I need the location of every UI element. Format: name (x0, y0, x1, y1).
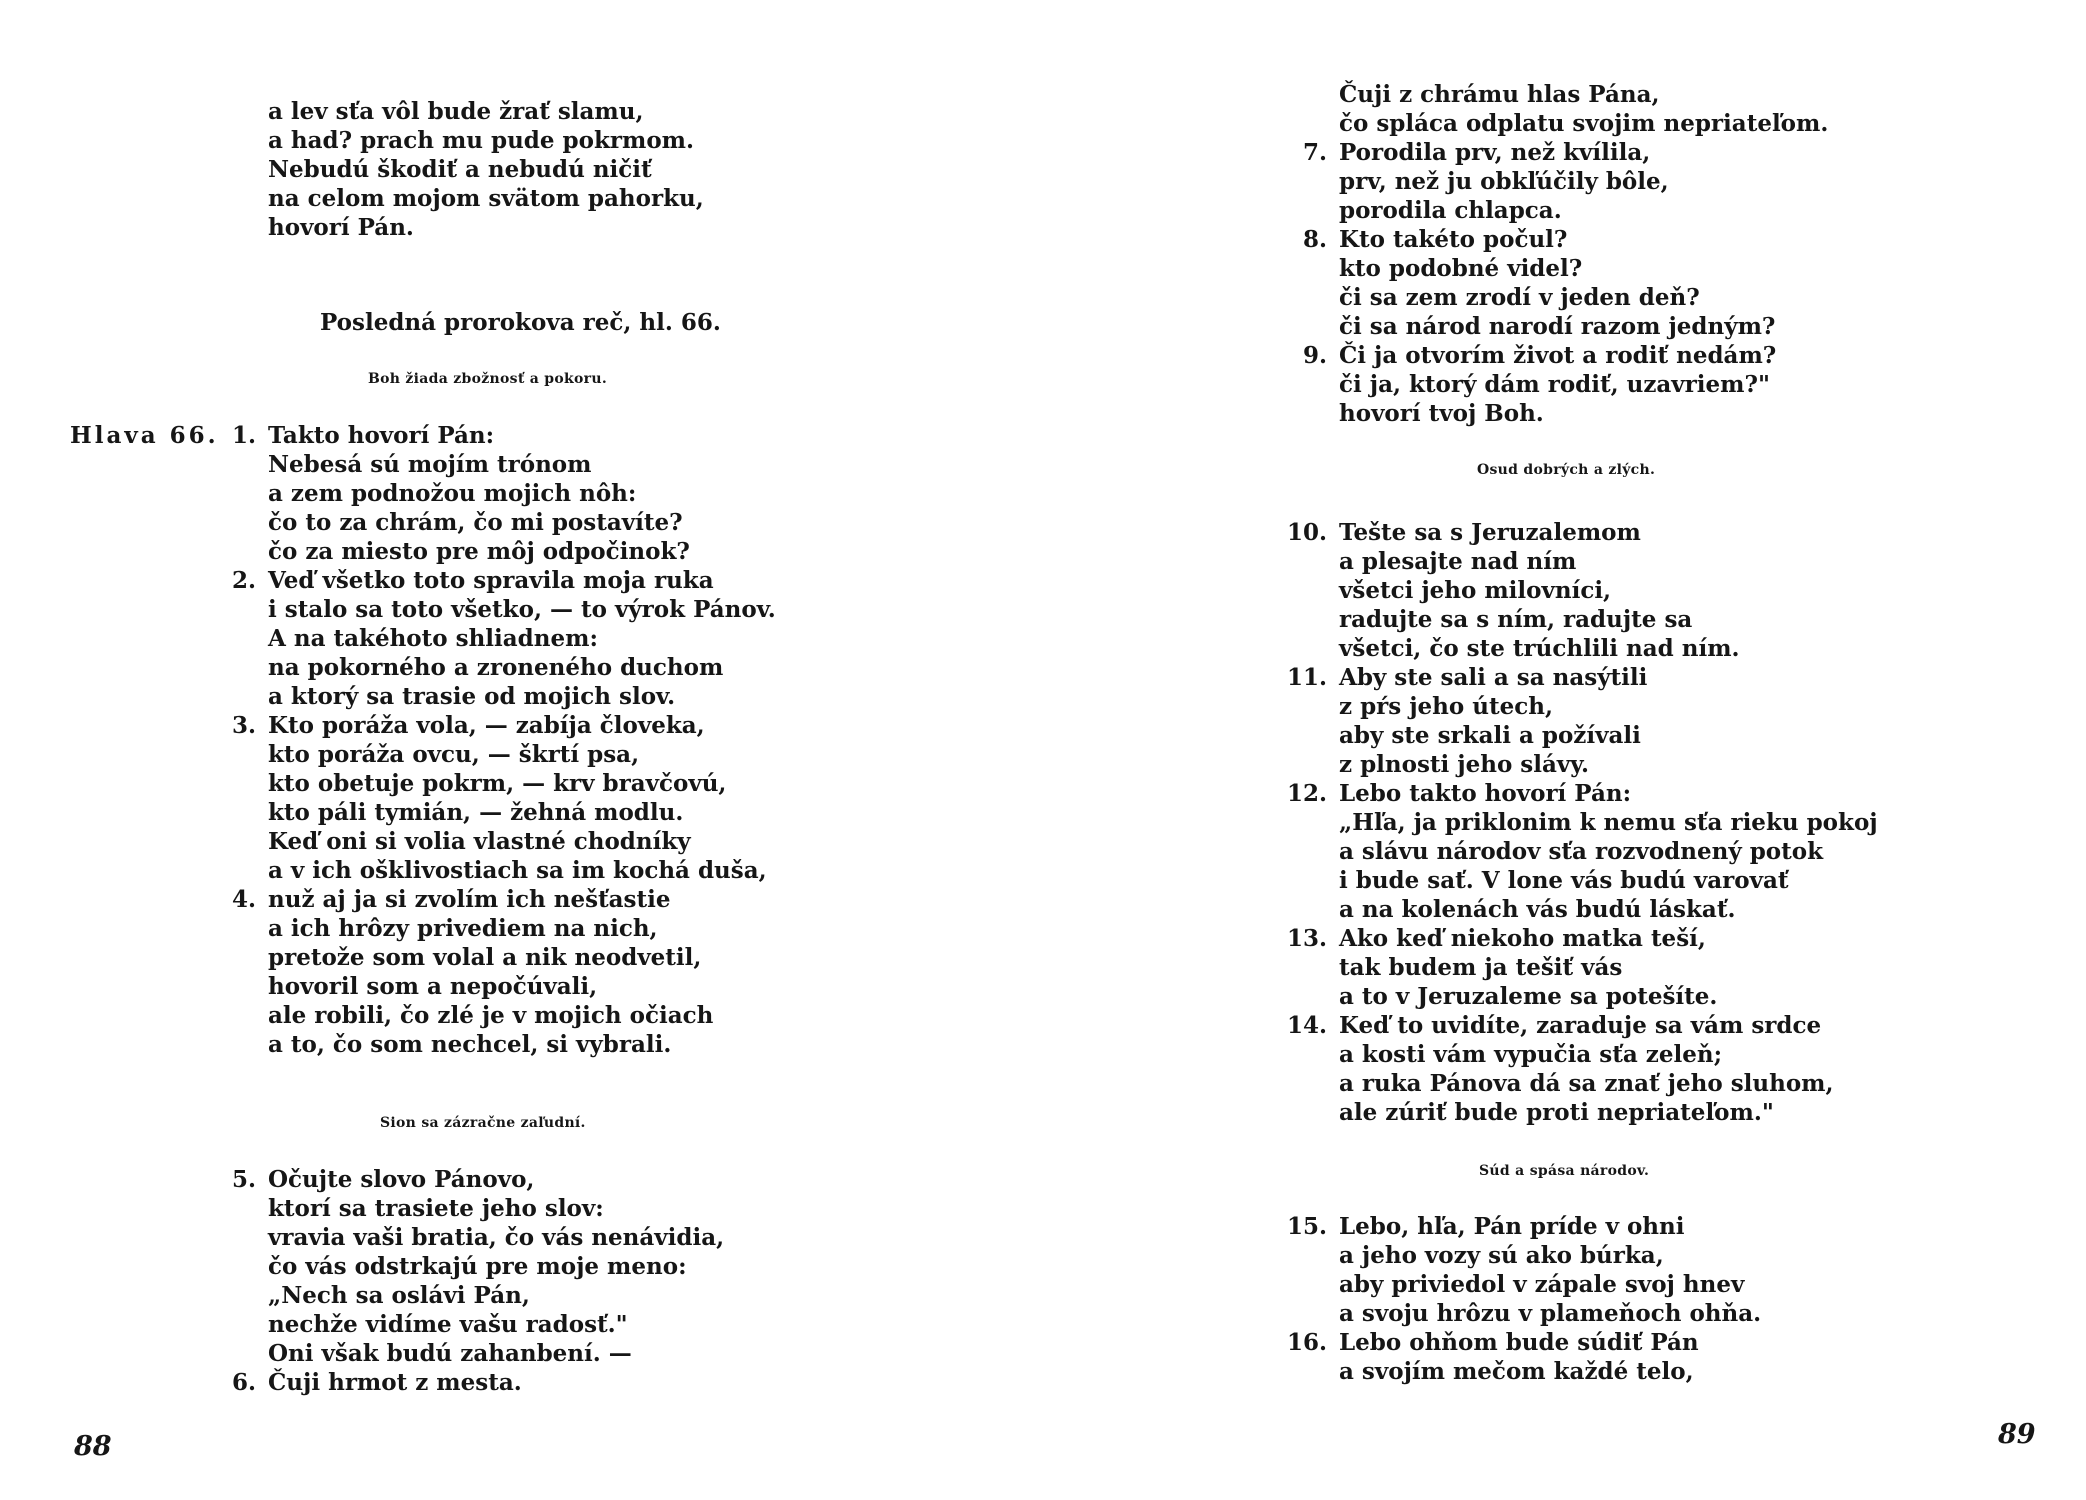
verse-line: i bude sať. V lone vás budú varovať (1339, 867, 1789, 894)
verse-line: a svoju hrôzu v plameňoch ohňa. (1339, 1300, 1762, 1327)
verse-line: kto poráža ovcu, — škrtí psa, (268, 741, 640, 768)
verse-line: „Nech sa oslávi Pán, (268, 1282, 530, 1309)
verse-line: kto páli tymián, — žehná modlu. (268, 799, 684, 826)
verse-line: a v ich ošklivostiach sa im kochá duša, (268, 857, 767, 884)
verse-line: ale zúriť bude proti nepriateľom." (1339, 1099, 1774, 1126)
verse-line: Či ja otvorím život a rodiť nedám? (1339, 342, 1777, 369)
verse-line: Očujte slovo Pánovo, (268, 1166, 535, 1193)
verse-line: Nebudú škodiť a nebudú ničiť (268, 156, 652, 183)
verse-number: 10. (1286, 519, 1327, 546)
verse-line: aby ste srkali a požívali (1339, 722, 1641, 749)
verse-line: Takto hovorí Pán: (268, 422, 495, 449)
verse-line: i stalo sa toto všetko, — to výrok Pánov. (268, 596, 776, 623)
verse-line: a plesajte nad ním (1339, 548, 1577, 575)
verse-number: 7. (1302, 139, 1327, 166)
verse-line: na pokorného a zroneného duchom (268, 654, 724, 681)
verse-number: 5. (231, 1166, 256, 1193)
verse-line: nechže vidíme vašu radosť." (268, 1311, 628, 1338)
verse-line: a ruka Pánova dá sa znať jeho sluhom, (1339, 1070, 1834, 1097)
subheading-sud: Súd a spása národov. (1479, 1163, 1650, 1179)
verse-line: a slávu národov sťa rozvodnený potok (1339, 838, 1824, 865)
verse-line: hovorí tvoj Boh. (1339, 400, 1544, 427)
verse-line: Lebo takto hovorí Pán: (1339, 780, 1632, 807)
verse-line: „Hľa, ja priklonim k nemu sťa rieku pokoj (1339, 809, 1878, 836)
verse-number: 9. (1302, 342, 1327, 369)
verse-line: Ako keď niekoho matka teší, (1339, 925, 1706, 952)
verse-line: čo vás odstrkajú pre moje meno: (268, 1253, 687, 1280)
verse-line: nuž aj ja si zvolím ich nešťastie (268, 886, 671, 913)
verse-line: porodila chlapca. (1339, 197, 1562, 224)
verse-line: Kto poráža vola, — zabíja človeka, (268, 712, 705, 739)
verse-line: na celom mojom svätom pahorku, (268, 185, 704, 212)
verse-number: 13. (1286, 925, 1327, 952)
verse-line: a to, čo som nechcel, si vybrali. (268, 1031, 672, 1058)
verse-line: a lev sťa vôl bude žrať slamu, (268, 98, 644, 125)
verse-line: Porodila prv, než kvílila, (1339, 139, 1651, 166)
verse-number: 14. (1286, 1012, 1327, 1039)
verse-number: 1. (231, 422, 256, 449)
verse-line: kto podobné videl? (1339, 255, 1583, 282)
verse-line: Tešte sa s Jeruzalemom (1339, 519, 1641, 546)
verse-number: 16. (1286, 1329, 1327, 1356)
verse-line: a zem podnožou mojich nôh: (268, 480, 637, 507)
verse-line: Keď to uvidíte, zaraduje sa vám srdce (1339, 1012, 1822, 1039)
verse-line: Kto takéto počul? (1339, 226, 1568, 253)
verse-line: A na takéhoto shliadnem: (268, 625, 598, 652)
verse-line: Nebesá sú mojím trónom (268, 451, 592, 478)
verse-line: Čuji hrmot z mesta. (268, 1369, 522, 1396)
verse-line: Lebo, hľa, Pán príde v ohni (1339, 1213, 1685, 1240)
verse-line: a kosti vám vypučia sťa zeleň; (1339, 1041, 1723, 1068)
verse-number: 2. (231, 567, 256, 594)
verse-line: čo spláca odplatu svojim nepriateľom. (1339, 110, 1829, 137)
page-number-right: 89 (1998, 1419, 2036, 1450)
verse-line: a na kolenách vás budú láskať. (1339, 896, 1736, 923)
verse-line: ale robili, čo zlé je v mojich očiach (268, 1002, 714, 1029)
verse-line: hovorí Pán. (268, 214, 414, 241)
subheading-sion: Sion sa zázračne zaľudní. (380, 1115, 586, 1131)
verse-line: a ich hrôzy privediem na nich, (268, 915, 658, 942)
verse-line: prv, než ju obkľúčily bôle, (1339, 168, 1669, 195)
verse-line: Oni však budú zahanbení. — (268, 1340, 632, 1367)
verse-number: 6. (231, 1369, 256, 1396)
page-number-left: 88 (74, 1431, 112, 1462)
verse-number: 15. (1286, 1213, 1327, 1240)
verse-line: a ktorý sa trasie od mojich slov. (268, 683, 676, 710)
verse-line: hovoril som a nepočúvali, (268, 973, 598, 1000)
verse-line: či sa zem zrodí v jeden deň? (1339, 284, 1700, 311)
section-title: Posledná prorokova reč, hl. 66. (320, 309, 721, 336)
verse-line: z plnosti jeho slávy. (1339, 751, 1589, 778)
verse-line: Čuji z chrámu hlas Pána, (1339, 81, 1660, 108)
verse-number: 11. (1286, 664, 1327, 691)
verse-line: Keď oni si volia vlastné chodníky (268, 828, 691, 855)
verse-line: Lebo ohňom bude súdiť Pán (1339, 1329, 1699, 1356)
verse-line: či sa národ narodí razom jedným? (1339, 313, 1776, 340)
verse-line: Aby ste sali a sa nasýtili (1339, 664, 1648, 691)
verse-line: z pŕs jeho útech, (1339, 693, 1553, 720)
verse-number: 3. (231, 712, 256, 739)
verse-line: ktorí sa trasiete jeho slov: (268, 1195, 604, 1222)
verse-line: a jeho vozy sú ako búrka, (1339, 1242, 1664, 1269)
verse-line: kto obetuje pokrm, — krv bravčovú, (268, 770, 727, 797)
verse-line: a to v Jeruzaleme sa potešíte. (1339, 983, 1718, 1010)
verse-number: 12. (1286, 780, 1327, 807)
verse-line: a svojím mečom každé telo, (1339, 1358, 1694, 1385)
verse-line: čo to za chrám, čo mi postavíte? (268, 509, 683, 536)
verse-line: pretože som volal a nik neodvetil, (268, 944, 702, 971)
verse-line: všetci jeho milovníci, (1339, 577, 1612, 604)
verse-line: vravia vaši bratia, čo vás nenávidia, (268, 1224, 725, 1251)
verse-number: 8. (1302, 226, 1327, 253)
subheading-osud: Osud dobrých a zlých. (1477, 462, 1656, 478)
subheading-boh-ziada: Boh žiada zbožnosť a pokoru. (368, 371, 608, 387)
verse-line: či ja, ktorý dám rodiť, uzavriem?" (1339, 371, 1770, 398)
verse-line: Veď všetko toto spravila moja ruka (268, 567, 714, 594)
verse-line: a had? prach mu pude pokrmom. (268, 127, 695, 154)
chapter-label: Hlava 66. (70, 422, 219, 449)
verse-line: radujte sa s ním, radujte sa (1339, 606, 1693, 633)
verse-number: 4. (231, 886, 256, 913)
verse-line: tak budem ja tešiť vás (1339, 954, 1623, 981)
verse-line: čo za miesto pre môj odpočinok? (268, 538, 690, 565)
verse-line: aby priviedol v zápale svoj hnev (1339, 1271, 1745, 1298)
verse-line: všetci, čo ste trúchlili nad ním. (1339, 635, 1740, 662)
right-page (1043, 0, 2086, 1500)
